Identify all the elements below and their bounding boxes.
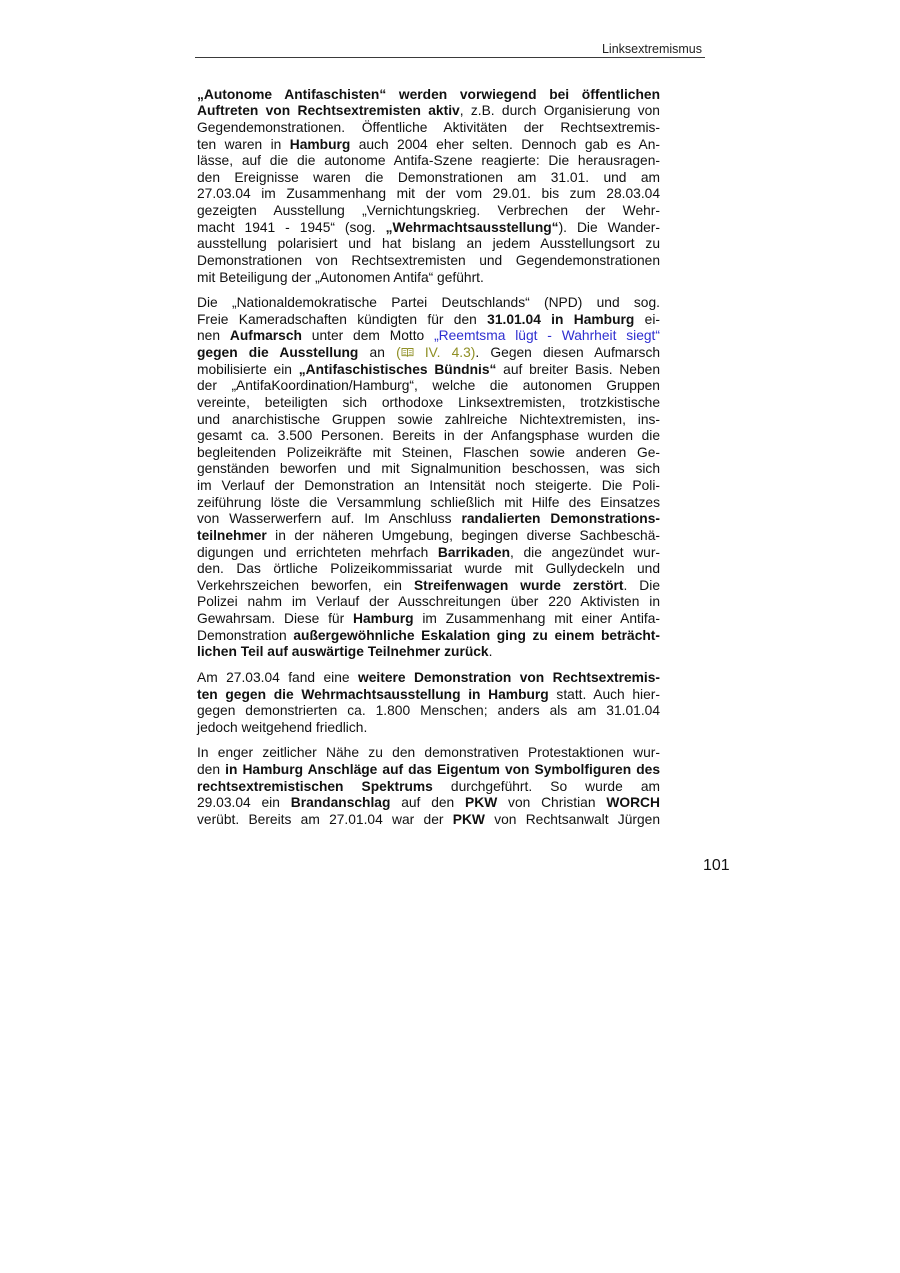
bold-text: Aufmarsch [229,328,302,344]
text-run: begleitenden Polizeikräfte mit Steinen, Flaschen sowie anderen Ge- [197,444,660,460]
bold-text: rechtsextremistischen Spektrums [197,778,433,794]
text-run: in der näheren Umgebung, begingen diverse Sachbeschä- [266,527,660,543]
text-run: 29.03.04 ein [197,795,291,811]
text-run: Verkehrszeichen beworfen, ein [197,577,414,593]
text-line [197,253,660,270]
paragraph-demonstration-27-03 [197,670,660,737]
text-run: auf den [390,795,466,811]
text-run: . [488,644,493,660]
text-line [197,137,660,154]
text-line [197,703,660,720]
text-run: mit Beteiligung der „Autonomen Antifa“ geführt. [197,269,484,285]
text-run: Gewahrsam. Diese für [197,611,353,627]
bold-text: außergewöhnliche Eskalation ging zu einem beträcht- [293,627,660,643]
text-run: . Gegen diesen Aufmarsch [475,345,661,361]
text-line [197,312,660,329]
text-run: den. Das örtliche Polizeikommissariat wurde mit Gullydeckeln und [197,561,660,577]
text-run: durchgeführt. So wurde am [432,778,660,794]
text-line [197,345,660,362]
text-line [197,578,660,595]
text-line [197,203,660,220]
text-line [197,478,660,495]
text-line [197,378,660,395]
text-run: Polizei nahm im Verlauf der Ausschreitungen über 220 Aktivisten in [197,594,660,610]
reference-label: IV. 4.3) [413,345,476,361]
text-line [197,762,660,779]
text-line [197,236,660,253]
text-line [197,812,660,829]
text-line [197,611,660,628]
text-run: Freie Kameradschaften kündigten für den [197,311,488,327]
page-number: 101 [703,857,730,874]
text-run: mobilisierte ein [197,361,299,377]
text-run: im Zusammenhang mit einer Antifa- [413,611,660,627]
bold-text: „Wehrmachtsausstellung“ [385,219,559,235]
header-rule [195,57,705,58]
text-run: an [358,345,397,361]
text-run: ausstellung polarisiert und hat bislang an jedem Ausstellungsort zu [197,236,660,252]
text-line [197,395,660,412]
text-run: nen [197,328,230,344]
text-run: Demonstrationen von Rechtsextremisten und Gegendemonstrationen [197,252,660,268]
bold-text: lichen Teil auf auswärtige Teilnehmer zurück [197,644,489,660]
book-icon [401,347,414,358]
bold-text: „Autonome Antifaschisten“ werden vorwiegend bei öffentlichen [197,86,660,102]
text-run: Am 27.03.04 fand eine [197,669,358,685]
paragraph-autonome-antifaschisten [197,87,660,287]
text-line [197,362,660,379]
text-run: den [197,762,226,778]
text-run: auf breiter Basis. Neben [496,361,660,377]
text-line [197,220,660,237]
text-line [197,628,660,645]
bold-text: PKW [452,811,485,827]
text-line [197,720,660,737]
text-run: lässe, auf die die autonome Antifa-Szene reagierte: Die herausragen- [197,153,660,169]
text-run: der „AntifaKoordination/Hamburg“, welche die autonomen Gruppen [197,378,660,394]
text-run: Gegendemonstrationen. Öffentliche Aktivitäten der Rechtsextremis- [197,119,660,135]
text-run: unter dem Motto [301,328,435,344]
text-run: digungen und errichteten mehrfach [197,544,438,560]
text-line [197,186,660,203]
bold-text: „Antifaschistisches Bündnis“ [298,361,497,377]
bold-text: Brandanschlag [290,795,391,811]
bold-text: ten gegen die Wehrmachtsausstellung in Hamburg [197,686,549,702]
text-run: von Christian [497,795,607,811]
motto-link[interactable]: „Reemtsma lügt - Wahrheit siegt“ [434,328,660,344]
bold-text: Streifenwagen wurde zerstört [413,577,624,593]
text-run: gezeigten Ausstellung „Vernichtungskrieg. Verbrechen der Wehr- [197,203,660,219]
text-run: Die „Nationaldemokratische Partei Deutschlands“ (NPD) und sog. [197,295,660,311]
text-run: In enger zeitlicher Nähe zu den demonstrativen Protestaktionen wur- [197,745,660,761]
text-run: ten waren in [197,136,290,152]
text-line [197,511,660,528]
text-run: ei- [634,311,660,327]
text-line [197,120,660,137]
bold-text: Auftreten von Rechtsextremisten aktiv [197,103,460,119]
reference-bracket: ( [396,345,401,361]
bold-text: PKW [465,795,498,811]
text-line [197,103,660,120]
paragraph-npd-aufmarsch [197,295,660,661]
text-run: , z.B. durch Organisierung von [459,103,660,119]
text-run: . Die [623,577,660,593]
bold-text: teilnehmer [197,527,267,543]
text-run: 27.03.04 im Zusammenhang mit der vom 29.01. bis zum 28.03.04 [197,186,660,202]
text-line [197,561,660,578]
text-run: genständen beworfen und mit Signalmunition beschossen, was sich [197,461,660,477]
text-line [197,328,660,345]
bold-text: Hamburg [289,136,351,152]
text-run: gesamt ca. 3.500 Personen. Bereits in der Anfangsphase wurden die [197,428,660,444]
cross-reference-link[interactable] [396,345,475,360]
text-line [197,528,660,545]
bold-text: Hamburg [352,611,414,627]
text-run: vereinte, beteiligten sich orthodoxe Linksextremisten, trotzkistische [197,394,660,410]
text-run: den Ereignisse waren die Demonstrationen am 31.01. und am [197,169,660,185]
text-run: gegen demonstrierten ca. 1.800 Menschen; anders als am 31.01.04 [197,703,660,719]
text-run: von Rechtsanwalt Jürgen [484,811,660,827]
text-run: , die angezündet wur- [510,544,661,560]
paragraph-anschlaege [197,745,660,828]
text-line [197,270,660,287]
text-run: ). Die Wander- [558,219,660,235]
bold-text: 31.01.04 in Hamburg [487,311,635,327]
bold-text: in Hamburg Anschläge auf das Eigentum von Symbolfiguren des [225,762,660,778]
text-run: und anarchistische Gruppen sowie zahlreiche Nichtextremisten, ins- [197,411,660,427]
bold-text: WORCH [606,795,660,811]
bold-text: weitere Demonstration von Rechtsextremis- [357,669,660,685]
text-line [197,670,660,687]
text-line [197,87,660,104]
text-run: statt. Auch hier- [548,686,660,702]
running-title: Linksextremismus [601,42,702,56]
text-run: macht 1941 - 1945“ (sog. [197,219,386,235]
bold-text: gegen die Ausstellung [197,345,359,361]
text-line [197,795,660,812]
text-line [197,412,660,429]
text-run: zeiführung löste die Versammlung schließlich mit Hilfe des Einsatzes [197,494,660,510]
text-line [197,295,660,312]
text-line [197,545,660,562]
text-line [197,461,660,478]
text-line [197,153,660,170]
bold-text: Barrikaden [437,544,511,560]
text-run: von Wasserwerfern auf. Im Anschluss [197,511,462,527]
bold-text: randalierten Demonstrations- [461,511,661,527]
text-line [197,445,660,462]
text-line [197,170,660,187]
text-line [197,644,660,661]
text-line [197,779,660,796]
text-line [197,745,660,762]
text-line [197,687,660,704]
text-line [197,594,660,611]
text-run: im Verlauf der Demonstration an Intensität noch steigerte. Die Poli- [197,478,660,494]
text-line [197,495,660,512]
text-line [197,428,660,445]
document-body [197,87,660,838]
text-run: jedoch weitgehend friedlich. [197,719,368,735]
text-run: auch 2004 eher selten. Dennoch gab es An- [350,136,660,152]
text-run: verübt. Bereits am 27.01.04 war der [197,811,453,827]
text-run: Demonstration [197,627,294,643]
